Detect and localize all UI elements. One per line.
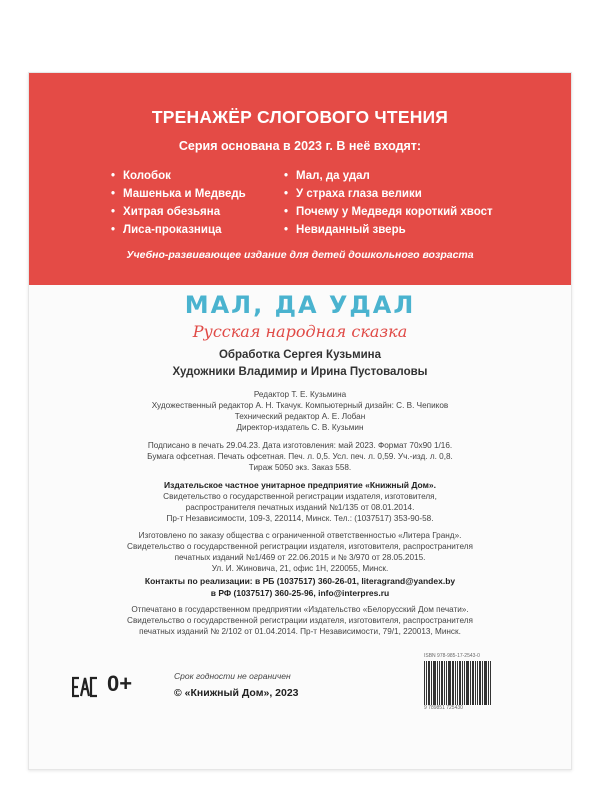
printer-line: Свидетельство о государственной регистрации издателя, изготовителя, распространителя	[127, 616, 473, 625]
barcode-bar	[457, 661, 458, 705]
barcode-bar	[446, 661, 447, 705]
manufacturer-line: Свидетельство о государственной регистрации издателя, изготовителя, распространителя	[127, 542, 473, 551]
barcode-bar	[466, 661, 469, 705]
barcode-bar	[452, 661, 454, 705]
series-item: • Лиса-проказница	[111, 221, 246, 239]
barcode-bar	[431, 661, 432, 705]
barcode-bar	[437, 661, 438, 705]
age-rating: 0+	[107, 671, 133, 696]
book-subtitle: Русская народная сказка	[192, 322, 408, 341]
series-item: • Хитрая обезьяна	[111, 203, 246, 221]
barcode-number: 9 789851 725430	[424, 705, 463, 711]
publisher-line: распространителя печатных изданий №1/135 от 08.01.2014.	[185, 503, 415, 512]
barcode-bar	[484, 661, 487, 705]
series-subtitle: Серия основана в 2023 г. В неё входят:	[178, 139, 422, 153]
barcode-bar	[475, 661, 476, 705]
barcode-bar	[488, 661, 489, 705]
barcode-bar	[464, 661, 465, 705]
series-item: • Машенька и Медведь	[111, 185, 246, 203]
publisher-line: Пр-т Независимости, 109-3, 220114, Минск. Тел.: (1037517) 353-90-58.	[166, 514, 434, 523]
series-title: ТРЕНАЖЁР СЛОГОВОГО ЧТЕНИЯ	[151, 107, 449, 127]
barcode-bar	[459, 661, 461, 705]
series-list-right	[284, 167, 493, 239]
series-item: • У страха глаза велики	[284, 185, 493, 203]
artists-credit: Художники Владимир и Ирина Пустоваловы	[172, 366, 428, 378]
barcode-bar	[426, 661, 427, 705]
staff-line: Директор-издатель С. В. Кузьмин	[236, 423, 364, 432]
edu-note: Учебно-развивающее издание для детей дошкольного возраста	[126, 249, 474, 261]
eac-mark-icon	[72, 675, 98, 699]
print-info-line: Бумага офсетная. Печать офсетная. Печ. л. 0,5. Усл. печ. л. 0,59. Уч.-изд. л. 0,8.	[147, 452, 453, 461]
barcode-bar	[441, 661, 443, 705]
series-item: • Почему у Медведя короткий хвост	[284, 203, 493, 221]
copyright: © «Книжный Дом», 2023	[174, 687, 299, 699]
manufacturer-line: печатных изданий №1/469 от 22.06.2015 и № 3/970 от 28.05.2015.	[174, 553, 426, 562]
book-title: МАЛ, ДА УДАЛ	[184, 291, 416, 319]
staff-line: Редактор Т. Е. Кузьмина	[253, 390, 347, 399]
print-info-line: Тираж 5050 экз. Заказ 558.	[248, 463, 352, 472]
publisher-line: Свидетельство о государственной регистрации издателя, изготовителя,	[163, 492, 437, 501]
barcode-bar	[470, 661, 471, 705]
adaptation-credit: Обработка Сергея Кузьмина	[218, 349, 382, 361]
staff-line: Технический редактор А. Е. Лобан	[234, 412, 366, 421]
barcode-bar	[479, 661, 481, 705]
series-list-left	[111, 167, 246, 239]
printer-line: Отпечатано в государственном предприятии «Издательство «Белорусский Дом печати».	[131, 605, 469, 614]
series-item: • Колобок	[111, 167, 246, 185]
isbn-text: ISBN 978-985-17-2543-0	[424, 653, 480, 659]
book-back-cover	[28, 72, 572, 770]
series-banner	[29, 73, 571, 285]
barcode-bar	[477, 661, 478, 705]
expiry-note: Срок годности не ограничен	[174, 671, 291, 681]
printer-line: печатных изданий № 2/102 от 01.04.2014. Пр-т Независимости, 79/1, 220013, Минск.	[139, 627, 461, 636]
barcode-bar	[439, 661, 440, 705]
series-item: • Мал, да удал	[284, 167, 493, 185]
barcode-bar	[444, 661, 445, 705]
manufacturer-line: Ул. И. Жиновича, 21, офис 1Н, 220055, Минск.	[211, 564, 389, 573]
manufacturer-line: Изготовлено по заказу общества с ограниченной ответственностью «Литера Гранд».	[138, 531, 462, 540]
isbn-barcode	[424, 653, 494, 711]
barcode-bar	[490, 661, 491, 705]
barcode-bar	[448, 661, 451, 705]
barcode-bar	[428, 661, 430, 705]
barcode-bar	[472, 661, 474, 705]
staff-line: Художественный редактор А. Н. Ткачук. Компьютерный дизайн: С. В. Чепиков	[151, 401, 449, 410]
contacts-line: в РФ (1037517) 360-25-96, info@interpres.ru	[210, 588, 390, 598]
series-item: • Невиданный зверь	[284, 221, 493, 239]
barcode-bar	[462, 661, 463, 705]
barcode-bar	[424, 661, 425, 705]
publisher-name: Издательское частное унитарное предприятие «Книжный Дом».	[163, 480, 436, 490]
barcode-bar	[482, 661, 483, 705]
barcode-icon	[424, 661, 494, 705]
contacts-line: Контакты по реализации: в РБ (1037517) 360-26-01, literagrand@yandex.by	[144, 576, 456, 586]
barcode-bar	[433, 661, 436, 705]
print-info-line: Подписано в печать 29.04.23. Дата изготовления: май 2023. Формат 70х90 1/16.	[147, 441, 453, 450]
barcode-bar	[455, 661, 456, 705]
